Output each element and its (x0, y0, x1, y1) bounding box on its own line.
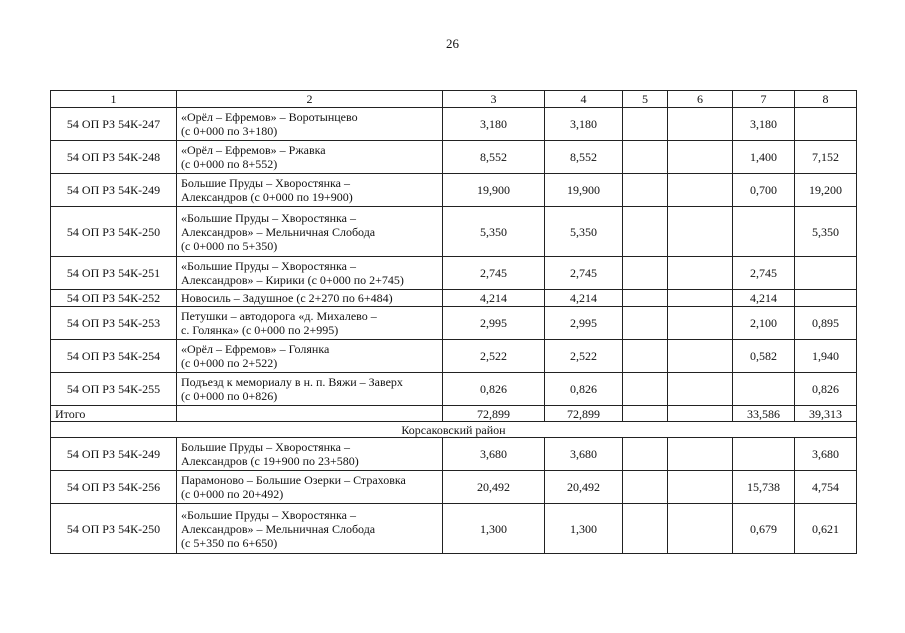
road-name-line: с. Голянка» (с 0+000 по 2+995) (181, 323, 339, 337)
value-cell: 7,152 (795, 141, 857, 174)
value-cell: 5,350 (545, 207, 623, 257)
value-cell (668, 207, 733, 257)
total-cell: 72,899 (443, 406, 545, 422)
value-cell: 0,895 (795, 307, 857, 340)
column-header: 7 (733, 91, 795, 108)
road-name-line: «Орёл – Ефремов» – Воротынцево (181, 110, 358, 124)
table-row (51, 108, 857, 141)
value-cell: 1,940 (795, 340, 857, 373)
column-header: 5 (623, 91, 668, 108)
column-header: 8 (795, 91, 857, 108)
column-header: 6 (668, 91, 733, 108)
road-name (177, 340, 443, 373)
road-name (177, 141, 443, 174)
value-cell (668, 340, 733, 373)
total-cell: 33,586 (733, 406, 795, 422)
road-name-line: Александров (с 19+900 по 23+580) (181, 454, 359, 468)
road-name (177, 471, 443, 504)
total-cell (623, 406, 668, 422)
value-cell: 2,745 (733, 257, 795, 290)
value-cell (623, 504, 668, 554)
road-code: 54 ОП РЗ 54К-251 (51, 257, 177, 290)
table-body (51, 108, 857, 406)
road-code: 54 ОП РЗ 54К-252 (51, 290, 177, 307)
value-cell: 15,738 (733, 471, 795, 504)
value-cell: 20,492 (545, 471, 623, 504)
value-cell: 8,552 (443, 141, 545, 174)
value-cell (795, 257, 857, 290)
value-cell: 5,350 (443, 207, 545, 257)
value-cell: 19,200 (795, 174, 857, 207)
value-cell (623, 438, 668, 471)
road-name-line: «Большие Пруды – Хворостянка – (181, 259, 356, 273)
road-name (177, 290, 443, 307)
road-name-line: (с 5+350 по 6+650) (181, 535, 278, 550)
value-cell: 5,350 (795, 207, 857, 257)
value-cell: 2,745 (545, 257, 623, 290)
value-cell: 0,700 (733, 174, 795, 207)
road-name-line: «Орёл – Ефремов» – Голянка (181, 342, 330, 356)
value-cell (668, 174, 733, 207)
road-name-line: Александров» – Мельничная Слобода (181, 521, 376, 536)
road-code: 54 ОП РЗ 54К-254 (51, 340, 177, 373)
value-cell (733, 207, 795, 257)
value-cell (623, 141, 668, 174)
value-cell (623, 290, 668, 307)
value-cell: 4,214 (443, 290, 545, 307)
value-cell: 3,680 (545, 438, 623, 471)
value-cell (623, 471, 668, 504)
road-name-line: (с 0+000 по 0+826) (181, 389, 278, 403)
total-cell: 72,899 (545, 406, 623, 422)
road-name-line: «Большие Пруды – Хворостянка – (181, 507, 356, 522)
value-cell: 2,745 (443, 257, 545, 290)
road-name-line: (с 0+000 по 2+522) (181, 356, 278, 370)
value-cell: 2,522 (443, 340, 545, 373)
table-row (51, 290, 857, 307)
total-cell: 39,313 (795, 406, 857, 422)
value-cell: 4,214 (545, 290, 623, 307)
road-name-line: Александров» – Мельничная Слобода (181, 224, 376, 239)
total-cell (668, 406, 733, 422)
value-cell: 8,552 (545, 141, 623, 174)
table-row (51, 207, 857, 257)
district-row (51, 422, 857, 438)
value-cell (668, 471, 733, 504)
table-row (51, 307, 857, 340)
road-name (177, 174, 443, 207)
road-name-line: Парамоново – Большие Озерки – Страховка (181, 473, 406, 487)
value-cell: 19,900 (545, 174, 623, 207)
value-cell: 2,995 (545, 307, 623, 340)
table-row (51, 340, 857, 373)
total-row (51, 406, 857, 422)
value-cell (668, 108, 733, 141)
table-row (51, 257, 857, 290)
header-row (51, 91, 857, 108)
road-name (177, 207, 443, 257)
value-cell (668, 307, 733, 340)
road-code: 54 ОП РЗ 54К-248 (51, 141, 177, 174)
value-cell: 3,180 (545, 108, 623, 141)
value-cell (668, 438, 733, 471)
value-cell: 3,180 (443, 108, 545, 141)
value-cell (668, 290, 733, 307)
value-cell: 4,214 (733, 290, 795, 307)
column-header: 4 (545, 91, 623, 108)
table-row (51, 438, 857, 471)
road-name-line: Александров (с 0+000 по 19+900) (181, 190, 353, 204)
road-code: 54 ОП РЗ 54К-255 (51, 373, 177, 406)
road-code: 54 ОП РЗ 54К-249 (51, 174, 177, 207)
value-cell: 19,900 (443, 174, 545, 207)
value-cell (623, 108, 668, 141)
table-row (51, 504, 857, 554)
road-name-line: «Большие Пруды – Хворостянка – (181, 210, 356, 225)
road-code: 54 ОП РЗ 54К-256 (51, 471, 177, 504)
value-cell (795, 108, 857, 141)
road-name-line: Подъезд к мемориалу в н. п. Вяжи – Заверх (181, 375, 403, 389)
district-title: Корсаковский район (51, 422, 857, 438)
road-name-line: Петушки – автодорога «д. Михалево – (181, 309, 377, 323)
page-number: 26 (446, 36, 459, 51)
road-code: 54 ОП РЗ 54К-249 (51, 438, 177, 471)
road-name (177, 373, 443, 406)
value-cell: 3,680 (795, 438, 857, 471)
table-row (51, 471, 857, 504)
value-cell (668, 257, 733, 290)
road-name (177, 438, 443, 471)
road-name-line: (с 0+000 по 3+180) (181, 124, 278, 138)
road-name (177, 257, 443, 290)
road-name (177, 504, 443, 554)
value-cell (623, 257, 668, 290)
total-label: Итого (51, 406, 177, 422)
value-cell (623, 307, 668, 340)
column-header: 1 (51, 91, 177, 108)
value-cell (623, 340, 668, 373)
road-code: 54 ОП РЗ 54К-250 (51, 207, 177, 257)
road-name-line: Большие Пруды – Хворостянка – (181, 440, 350, 454)
value-cell: 2,995 (443, 307, 545, 340)
road-name-line: Новосиль – Задушное (с 2+270 по 6+484) (181, 291, 393, 305)
table-body (51, 438, 857, 554)
value-cell: 1,300 (545, 504, 623, 554)
value-cell (733, 373, 795, 406)
road-name-line: Большие Пруды – Хворостянка – (181, 176, 350, 190)
column-header: 3 (443, 91, 545, 108)
value-cell: 1,300 (443, 504, 545, 554)
value-cell (668, 141, 733, 174)
value-cell (668, 504, 733, 554)
value-cell: 0,826 (545, 373, 623, 406)
road-name-line: (с 0+000 по 8+552) (181, 157, 278, 171)
value-cell: 0,582 (733, 340, 795, 373)
table-row (51, 174, 857, 207)
road-name-line: Александров» – Кирики (с 0+000 по 2+745) (181, 273, 404, 287)
value-cell (623, 174, 668, 207)
table-cell (177, 406, 443, 422)
value-cell: 0,621 (795, 504, 857, 554)
value-cell (795, 290, 857, 307)
road-name (177, 108, 443, 141)
value-cell: 0,826 (443, 373, 545, 406)
road-name-line: (с 0+000 по 20+492) (181, 487, 284, 501)
value-cell: 0,679 (733, 504, 795, 554)
value-cell (668, 373, 733, 406)
value-cell: 2,522 (545, 340, 623, 373)
value-cell: 0,826 (795, 373, 857, 406)
table-row (51, 373, 857, 406)
roads-table (50, 90, 857, 554)
value-cell: 4,754 (795, 471, 857, 504)
value-cell: 3,180 (733, 108, 795, 141)
table-row (51, 141, 857, 174)
value-cell (733, 438, 795, 471)
road-name-line: «Орёл – Ефремов» – Ржавка (181, 143, 326, 157)
value-cell: 20,492 (443, 471, 545, 504)
road-code: 54 ОП РЗ 54К-253 (51, 307, 177, 340)
value-cell: 3,680 (443, 438, 545, 471)
value-cell: 1,400 (733, 141, 795, 174)
column-header: 2 (177, 91, 443, 108)
value-cell (623, 373, 668, 406)
value-cell (623, 207, 668, 257)
road-name-line: (с 0+000 по 5+350) (181, 238, 278, 253)
value-cell: 2,100 (733, 307, 795, 340)
road-code: 54 ОП РЗ 54К-247 (51, 108, 177, 141)
road-name (177, 307, 443, 340)
road-code: 54 ОП РЗ 54К-250 (51, 504, 177, 554)
